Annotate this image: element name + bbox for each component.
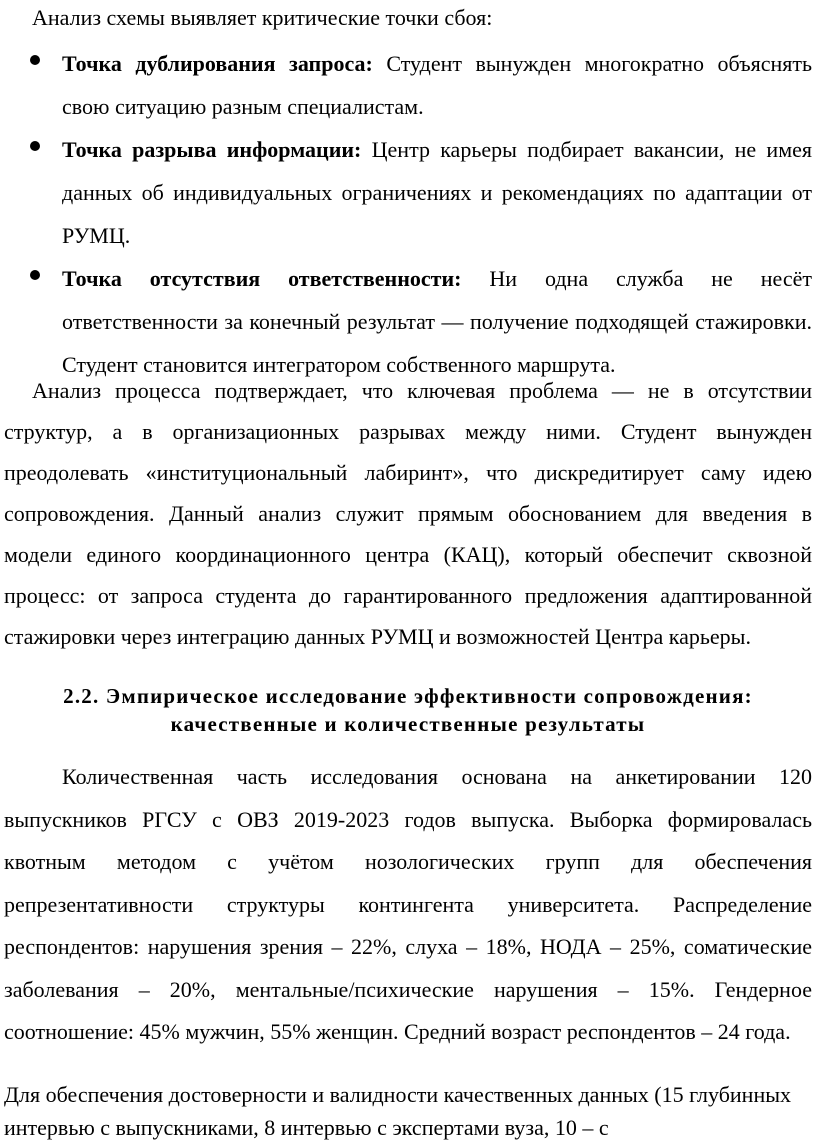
bullet-icon xyxy=(30,270,40,280)
bullet-text: Центр карьеры подбирает вакансии, не имея данных об индивидуальных ограничениях и рекомендациях по адаптации от РУМЦ. xyxy=(62,137,812,248)
qualitative-paragraph: Для обеспечения достоверности и валидности качественных данных (15 глубинных интервью с выпускниками, 8 интервью с экспертами вуза, 10 – с xyxy=(4,1082,791,1140)
quantitative-paragraph: Количественная часть исследования основана на анкетировании 120 выпускников РГСУ с ОВЗ 2019-2023 годов выпуска. Выборка формировалась квотным методом с учётом нозологических групп для обеспечения репрезентативности структуры контингента университета. Распределение респондентов: нарушения зрения – 22%, слуха – 18%, НОДА – 25%, соматические заболевания – 20%, ментальные/психические нарушения – 15%. Гендерное соотношение: 45% мужчин, 55% женщин. Средний возраст респондентов – 24 года. xyxy=(4,764,812,1044)
section-heading-line2: качественные и количественные результаты xyxy=(170,712,646,736)
bullet-icon xyxy=(30,55,40,65)
bullet-title: Точка разрыва информации: xyxy=(62,137,372,162)
bullet-title: Точка отсутствия ответственности: xyxy=(62,266,490,291)
list-item xyxy=(0,257,816,386)
bullet-title: Точка дублирования запроса: xyxy=(62,51,387,76)
analysis-paragraph: Анализ процесса подтверждает, что ключевая проблема — не в отсутствии структур, а в организационных разрывах между ними. Студент вынужден преодолевать «институциональный лабиринт», что дискредитирует саму идею сопровождения. Данный анализ служит прямым обоснованием для введения в модели единого координационного центра (КАЦ), который обеспечит сквозной процесс: от запроса студента до гарантированного предложения адаптированной стажировки через интеграцию данных РУМЦ и возможностей Центра карьеры. xyxy=(4,378,812,649)
bullet-text: Ни одна служба не несёт ответственности за конечный результат — получение подходящей стажировки. Студент становится интегратором собственного маршрута. xyxy=(62,266,812,377)
section-heading xyxy=(4,682,812,738)
intro-text: Анализ схемы выявляет критические точки сбоя: xyxy=(32,5,493,30)
list-item xyxy=(0,42,816,128)
bullet-icon xyxy=(30,141,40,151)
section-heading-line1: 2.2. Эмпирическое исследование эффективности сопровождения: xyxy=(63,684,753,708)
failure-points-list xyxy=(0,42,816,386)
list-item xyxy=(0,128,816,257)
bullet-text: Студент вынужден многократно объяснять свою ситуацию разным специалистам. xyxy=(62,51,812,119)
